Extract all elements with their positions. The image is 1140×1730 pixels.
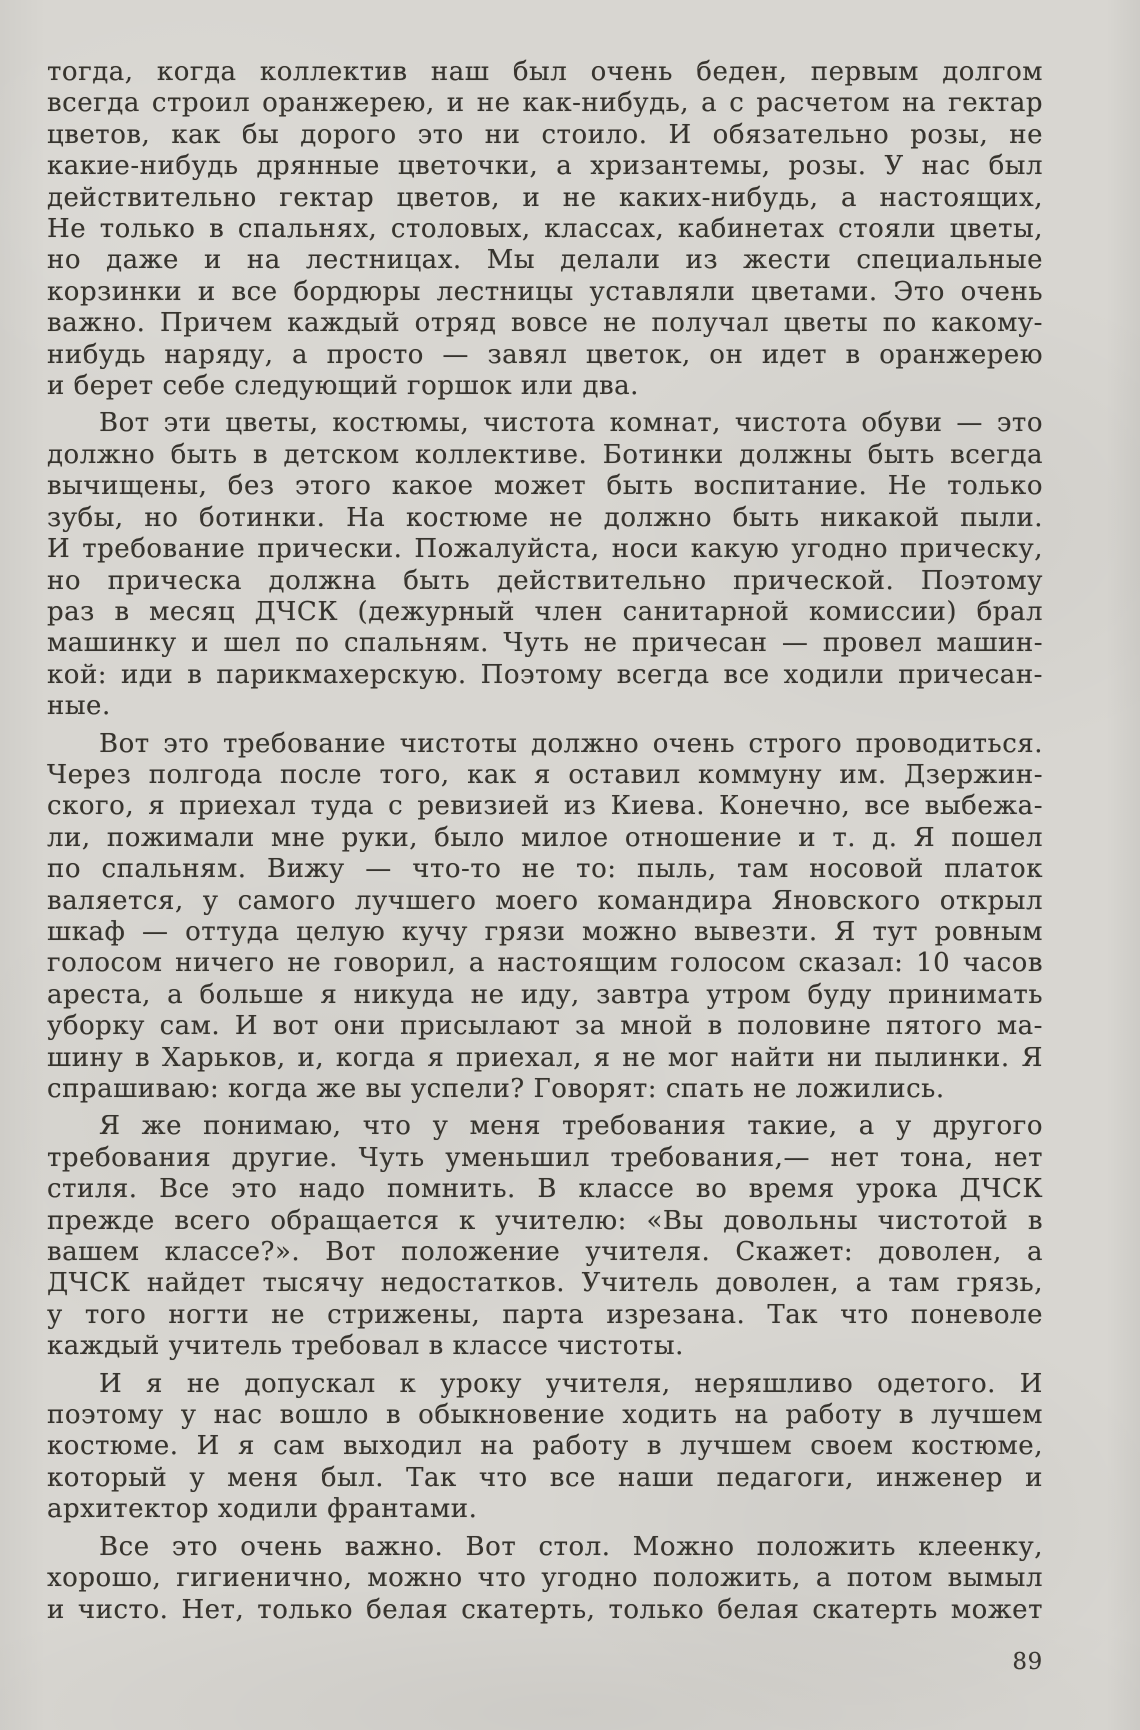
- paragraph: [47, 408, 1043, 722]
- paragraph: [47, 57, 1043, 402]
- text-line: шкаф — оттуда целую кучу грязи можно вывезти. Я тут ровным: [47, 916, 1043, 947]
- text-line: и чисто. Нет, только белая скатерть, только белая скатерть может: [47, 1594, 1043, 1625]
- text-line: ского, я приехал туда с ревизией из Киева. Конечно, все выбежа-: [47, 791, 1043, 822]
- text-line: какие-нибудь дрянные цветочки, а хризантемы, розы. У нас был: [47, 151, 1043, 182]
- paragraph: [47, 1532, 1043, 1626]
- text-line: Я же понимаю, что у меня требования такие, а у другого: [99, 1111, 1043, 1142]
- text-line: архитектор ходили франтами.: [47, 1494, 478, 1525]
- text-line: цветов, как бы дорого это ни стоило. И обязательно розы, не: [47, 119, 1043, 150]
- text-line: который у меня был. Так что все наши педагоги, инженер и: [47, 1462, 1043, 1493]
- paragraph: [47, 729, 1043, 1106]
- text-line: по спальням. Вижу — что-то не то: пыль, там носовой платок: [47, 854, 1043, 885]
- text-line: Через полгода после того, как я оставил коммуну им. Дзержин-: [47, 759, 1043, 790]
- text-line: действительно гектар цветов, и не каких-нибудь, а настоящих,: [47, 182, 1043, 213]
- text-line: ные.: [47, 691, 111, 722]
- text-line: нибудь наряду, а просто — завял цветок, он идет в оранжерею: [47, 339, 1043, 370]
- text-line: машинку и шел по спальням. Чуть не причесан — провел машин-: [47, 628, 1043, 659]
- text-line: но прическа должна быть действительно прической. Поэтому: [47, 565, 1043, 596]
- text-line: спрашиваю: когда же вы успели? Говорят: спать не ложились.: [47, 1074, 945, 1104]
- text-line: шину в Харьков, и, когда я приехал, я не мог найти ни пылинки. Я: [47, 1042, 1043, 1073]
- text-line: Вот эти цветы, костюмы, чистота комнат, чистота обуви — это: [99, 408, 1043, 439]
- text-line: поэтому у нас вошло в обыкновение ходить на работу в лучшем: [47, 1400, 1043, 1431]
- text-line: зубы, но ботинки. На костюме не должно быть никакой пыли.: [47, 502, 1043, 533]
- text-line: костюме. И я сам выходил на работу в лучшем своем костюме,: [47, 1431, 1043, 1462]
- text-line: И я не допускал к уроку учителя, неряшливо одетого. И: [99, 1368, 1043, 1399]
- text-line: у того ногти не стрижены, парта изрезана. Так что поневоле: [47, 1299, 1043, 1330]
- text-line: Вот это требование чистоты должно очень строго проводиться.: [99, 728, 1043, 759]
- text-line: И требование прически. Пожалуйста, носи какую угодно прическу,: [47, 534, 1043, 565]
- text-line: Не только в спальнях, столовых, классах, кабинетах стояли цветы,: [47, 214, 1043, 245]
- text-line: должно быть в детском коллективе. Ботинки должны быть всегда: [47, 439, 1043, 470]
- text-line: но даже и на лестницах. Мы делали из жести специальные: [47, 245, 1043, 276]
- text-line: ДЧСК найдет тысячу недостатков. Учитель доволен, а там грязь,: [47, 1268, 1043, 1299]
- text-line: ли, пожимали мне руки, было милое отношение и т. д. Я пошел: [47, 822, 1043, 853]
- text-line: голосом ничего не говорил, а настоящим голосом сказал: 10 часов: [47, 948, 1043, 979]
- text-line: вашем классе?». Вот положение учителя. Скажет: доволен, а: [47, 1237, 1043, 1268]
- paragraph: [47, 1369, 1043, 1526]
- text-line: стиля. Все это надо помнить. В классе во время урока ДЧСК: [47, 1174, 1043, 1205]
- text-line: каждый учитель требовал в классе чистоты.: [47, 1331, 684, 1362]
- text-line: раз в месяц ДЧСК (дежурный член санитарной комиссии) брал: [47, 596, 1043, 627]
- text-line: Все это очень важно. Вот стол. Можно положить клеенку,: [99, 1531, 1043, 1562]
- text-line: корзинки и все бордюры лестницы уставляли цветами. Это очень: [47, 276, 1043, 307]
- text-line: требования другие. Чуть уменьшил требования,— нет тона, нет: [47, 1142, 1043, 1173]
- text-line: и берет себе следующий горшок или два.: [47, 371, 639, 402]
- paragraph: [47, 1111, 1043, 1362]
- text-line: кой: иди в парикмахерскую. Поэтому всегда все ходили причесан-: [47, 659, 1043, 690]
- text-line: тогда, когда коллектив наш был очень беден, первым долгом: [47, 57, 1043, 87]
- page-text: [47, 57, 1043, 1626]
- text-line: прежде всего обращается к учителю: «Вы довольны чистотой в: [47, 1205, 1043, 1236]
- text-line: вычищены, без этого какое может быть воспитание. Не только: [47, 471, 1043, 502]
- text-line: валяется, у самого лучшего моего командира Яновского открыл: [47, 885, 1043, 916]
- page-number: 89: [1012, 1648, 1043, 1675]
- text-line: всегда строил оранжерею, и не как-нибудь, а с расчетом на гектар: [47, 88, 1043, 119]
- text-line: ареста, а больше я никуда не иду, завтра утром буду принимать: [47, 979, 1043, 1010]
- text-line: важно. Причем каждый отряд вовсе не получал цветы по какому-: [47, 308, 1043, 339]
- text-line: хорошо, гигиенично, можно что угодно положить, а потом вымыл: [47, 1563, 1043, 1594]
- text-line: уборку сам. И вот они присылают за мной в половине пятого ма-: [47, 1011, 1043, 1042]
